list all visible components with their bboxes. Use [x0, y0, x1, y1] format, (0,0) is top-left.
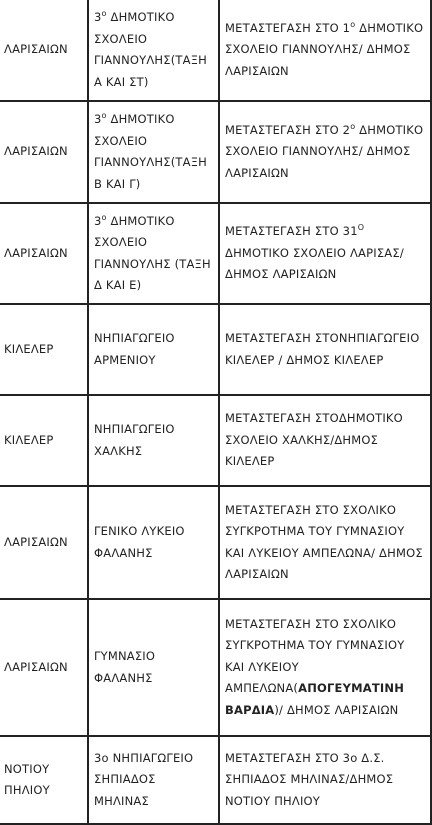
- school-cell: $3^o$ ΔΗΜΟΤΙΚΟ ΣΧΟΛΕΙΟ ΓΙΑΝΝΟΥΛΗΣ(ΤΑΞΗ Α ΚΑΙ ΣΤ): [88, 0, 219, 101]
- municipality-cell: ΛΑΡΙΣΑΙΩΝ: [0, 599, 88, 736]
- table-row: [0, 0, 431, 101]
- action-cell: ΜΕΤΑΣΤΕΓΑΣΗ ΣΤΟ ΣΧΟΛΙΚΟ ΣΥΓΚΡΟΤΗΜΑ ΤΟΥ ΓΥΜΝΑΣΙΟΥ ΚΑΙ ΛΥΚΕΙΟΥ ΑΜΠΕΛΩΝΑ(ΑΠΟΓΕΥΜΑΤΙΝΗ ΒΑΡΔΙΑ)/ ΔΗΜΟΣ ΛΑΡΙΣΑΙΩΝ: [219, 599, 431, 736]
- action-cell: ΜΕΤΑΣΤΕΓΑΣΗ ΣΤΟΝΗΠΙΑΓΩΓΕΙΟ ΚΙΛΕΛΕΡ / ΔΗΜΟΣ ΚΙΛΕΛΕΡ: [219, 304, 431, 395]
- school-cell: $3^o$ ΔΗΜΟΤΙΚΟ ΣΧΟΛΕΙΟ ΓΙΑΝΝΟΥΛΗΣ (ΤΑΞΗ Δ ΚΑΙ Ε): [88, 203, 219, 304]
- municipality-cell: ΚΙΛΕΛΕΡ: [0, 304, 88, 395]
- table-row: [0, 203, 431, 304]
- table-row: [0, 736, 431, 824]
- table-row: [0, 486, 431, 599]
- action-cell: ΜΕΤΑΣΤΕΓΑΣΗ ΣΤΟ $31^O$ ΔΗΜΟΤΙΚΟ ΣΧΟΛΕΙΟ ΛΑΡΙΣΑΣ/ ΔΗΜΟΣ ΛΑΡΙΣΑΙΩΝ: [219, 203, 431, 304]
- school-cell: ΓΕΝΙΚΟ ΛΥΚΕΙΟ ΦΑΛΑΝΗΣ: [88, 486, 219, 599]
- school-cell: $3^o$ ΔΗΜΟΤΙΚΟ ΣΧΟΛΕΙΟ ΓΙΑΝΝΟΥΛΗΣ(ΤΑΞΗ Β ΚΑΙ Γ): [88, 101, 219, 203]
- municipality-cell: ΛΑΡΙΣΑΙΩΝ: [0, 486, 88, 599]
- table-row: [0, 599, 431, 736]
- action-cell: ΜΕΤΑΣΤΕΓΑΣΗ ΣΤΟ ΣΧΟΛΙΚΟ ΣΥΓΚΡΟΤΗΜΑ ΤΟΥ ΓΥΜΝΑΣΙΟΥ ΚΑΙ ΛΥΚΕΙΟΥ ΑΜΠΕΛΩΝΑ/ ΔΗΜΟΣ ΛΑΡΙΣΑΙΩΝ: [219, 486, 431, 599]
- municipality-cell: ΛΑΡΙΣΑΙΩΝ: [0, 0, 88, 101]
- action-cell: ΜΕΤΑΣΤΕΓΑΣΗ ΣΤΟ 3ο Δ.Σ. ΣΗΠΙΑΔΟΣ ΜΗΛΙΝΑΣ/ΔΗΜΟΣ ΝΟΤΙΟΥ ΠΗΛΙΟΥ: [219, 736, 431, 824]
- table-row: [0, 395, 431, 486]
- school-cell: ΝΗΠΙΑΓΩΓΕΙΟ ΑΡΜΕΝΙΟΥ: [88, 304, 219, 395]
- shift-highlight: ΑΠΟΓΕΥΜΑΤΙΝΗ ΒΑΡΔΙΑ: [225, 681, 405, 717]
- action-cell: ΜΕΤΑΣΤΕΓΑΣΗ ΣΤΟΔΗΜΟΤΙΚΟ ΣΧΟΛΕΙΟ ΧΑΛΚΗΣ/ΔΗΜΟΣ ΚΙΛΕΛΕΡ: [219, 395, 431, 486]
- action-cell: ΜΕΤΑΣΤΕΓΑΣΗ ΣΤΟ $1^o$ ΔΗΜΟΤΙΚΟ ΣΧΟΛΕΙΟ ΓΙΑΝΝΟΥΛΗΣ/ ΔΗΜΟΣ ΛΑΡΙΣΑΙΩΝ: [219, 0, 431, 101]
- municipality-cell: ΛΑΡΙΣΑΙΩΝ: [0, 203, 88, 304]
- school-cell: ΝΗΠΙΑΓΩΓΕΙΟ ΧΑΛΚΗΣ: [88, 395, 219, 486]
- municipality-cell: ΝΟΤΙΟΥ ΠΗΛΙΟΥ: [0, 736, 88, 824]
- school-cell: 3ο ΝΗΠΙΑΓΩΓΕΙΟ ΣΗΠΙΑΔΟΣ ΜΗΛΙΝΑΣ: [88, 736, 219, 824]
- municipality-cell: ΚΙΛΕΛΕΡ: [0, 395, 88, 486]
- table-row: [0, 304, 431, 395]
- table-row: [0, 101, 431, 203]
- municipality-cell: ΛΑΡΙΣΑΙΩΝ: [0, 101, 88, 203]
- school-cell: ΓΥΜΝΑΣΙΟ ΦΑΛΑΝΗΣ: [88, 599, 219, 736]
- action-cell: ΜΕΤΑΣΤΕΓΑΣΗ ΣΤΟ $2^o$ ΔΗΜΟΤΙΚΟ ΣΧΟΛΕΙΟ ΓΙΑΝΝΟΥΛΗΣ/ ΔΗΜΟΣ ΛΑΡΙΣΑΙΩΝ: [219, 101, 431, 203]
